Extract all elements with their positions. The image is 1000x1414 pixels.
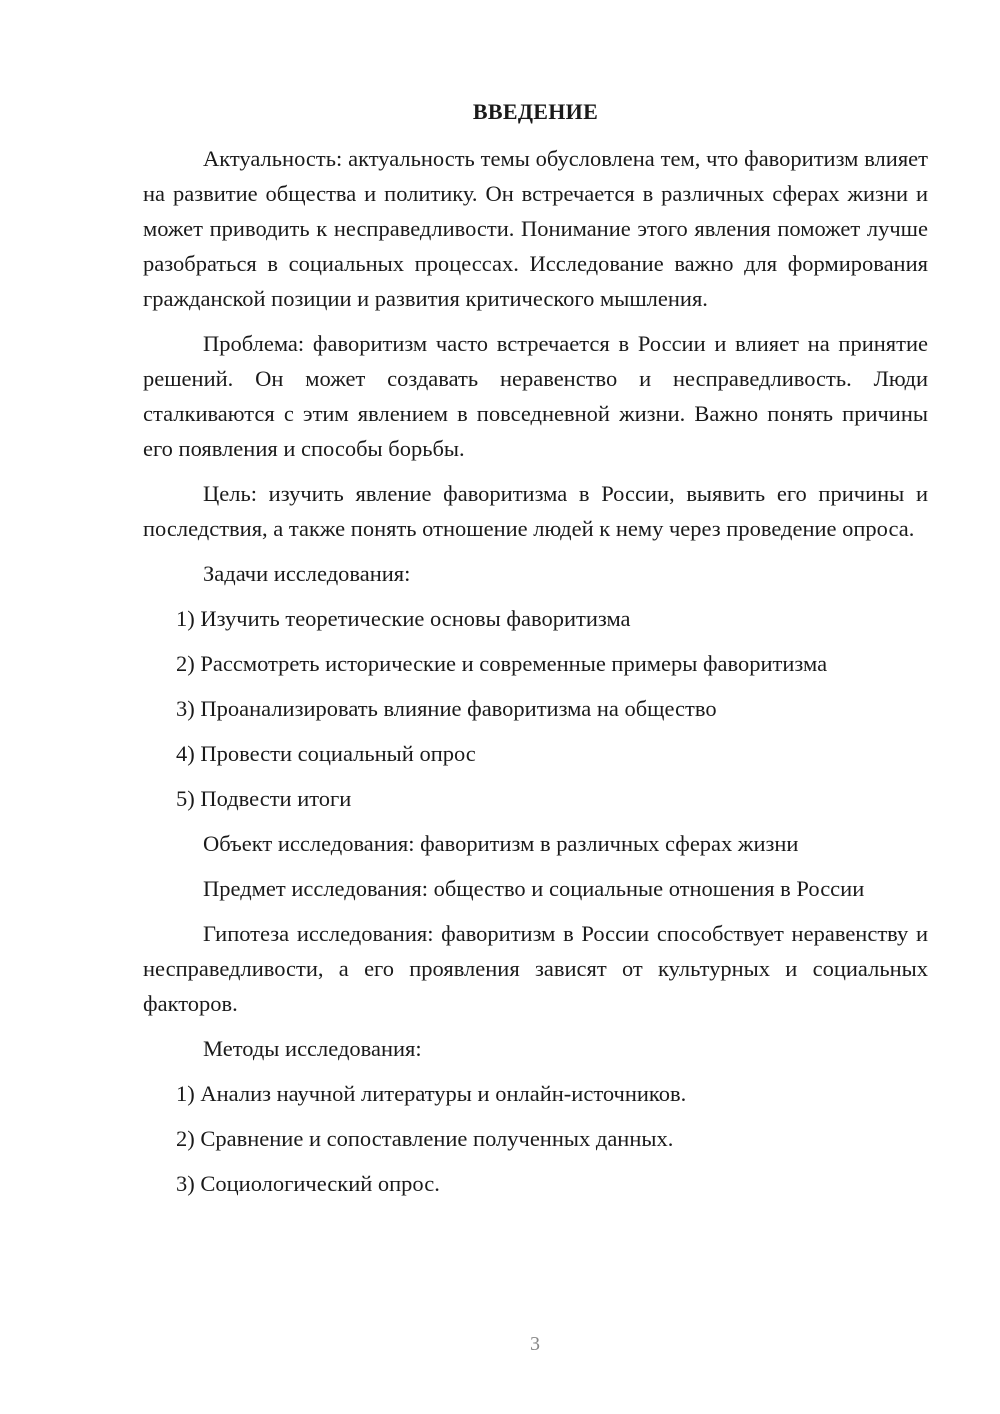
list-item: 4) Провести социальный опрос: [176, 741, 476, 766]
list-item: 2) Сравнение и сопоставление полученных данных.: [176, 1126, 674, 1151]
list-item: 1) Анализ научной литературы и онлайн-источников.: [176, 1081, 687, 1106]
tasks-heading: Задачи исследования:: [203, 561, 411, 586]
methods-heading: Методы исследования:: [203, 1036, 422, 1061]
hypothesis-paragraph: Гипотеза исследования: фаворитизм в России способствует неравенству и несправедливости, а его проявления зависят от культурных и социальных факторов.: [143, 921, 928, 1016]
problem-paragraph: Проблема: фаворитизм часто встречается в России и влияет на принятие решений. Он может создавать неравенство и несправедливость. Люди сталкиваются с этим явлением в повседневной жизни. Важно понять причины его появления и способы борьбы.: [143, 331, 928, 461]
subject-paragraph: Предмет исследования: общество и социальные отношения в России: [203, 876, 865, 901]
list-item: 3) Проанализировать влияние фаворитизма на общество: [176, 696, 717, 721]
page-content: [143, 94, 928, 1211]
tasks-list: [143, 601, 928, 816]
object-paragraph: Объект исследования: фаворитизм в различных сферах жизни: [203, 831, 799, 856]
list-item: 5) Подвести итоги: [176, 786, 352, 811]
list-item: 3) Социологический опрос.: [176, 1171, 440, 1196]
relevance-paragraph: Актуальность: актуальность темы обусловлена тем, что фаворитизм влияет на развитие общества и политику. Он встречается в различных сферах жизни и может приводить к несправедливости. Понимание этого явления поможет лучше разобраться в социальных процессах. Исследование важно для формирования гражданской позиции и развития критического мышления.: [143, 146, 928, 311]
list-item: 1) Изучить теоретические основы фаворитизма: [176, 606, 631, 631]
goal-paragraph: Цель: изучить явление фаворитизма в России, выявить его причины и последствия, а также понять отношение людей к нему через проведение опроса.: [143, 481, 928, 541]
page-title: ВВЕДЕНИЕ: [472, 99, 599, 124]
methods-list: [143, 1076, 928, 1201]
list-item: 2) Рассмотреть исторические и современные примеры фаворитизма: [176, 651, 828, 676]
page-number: 3: [530, 1333, 540, 1355]
